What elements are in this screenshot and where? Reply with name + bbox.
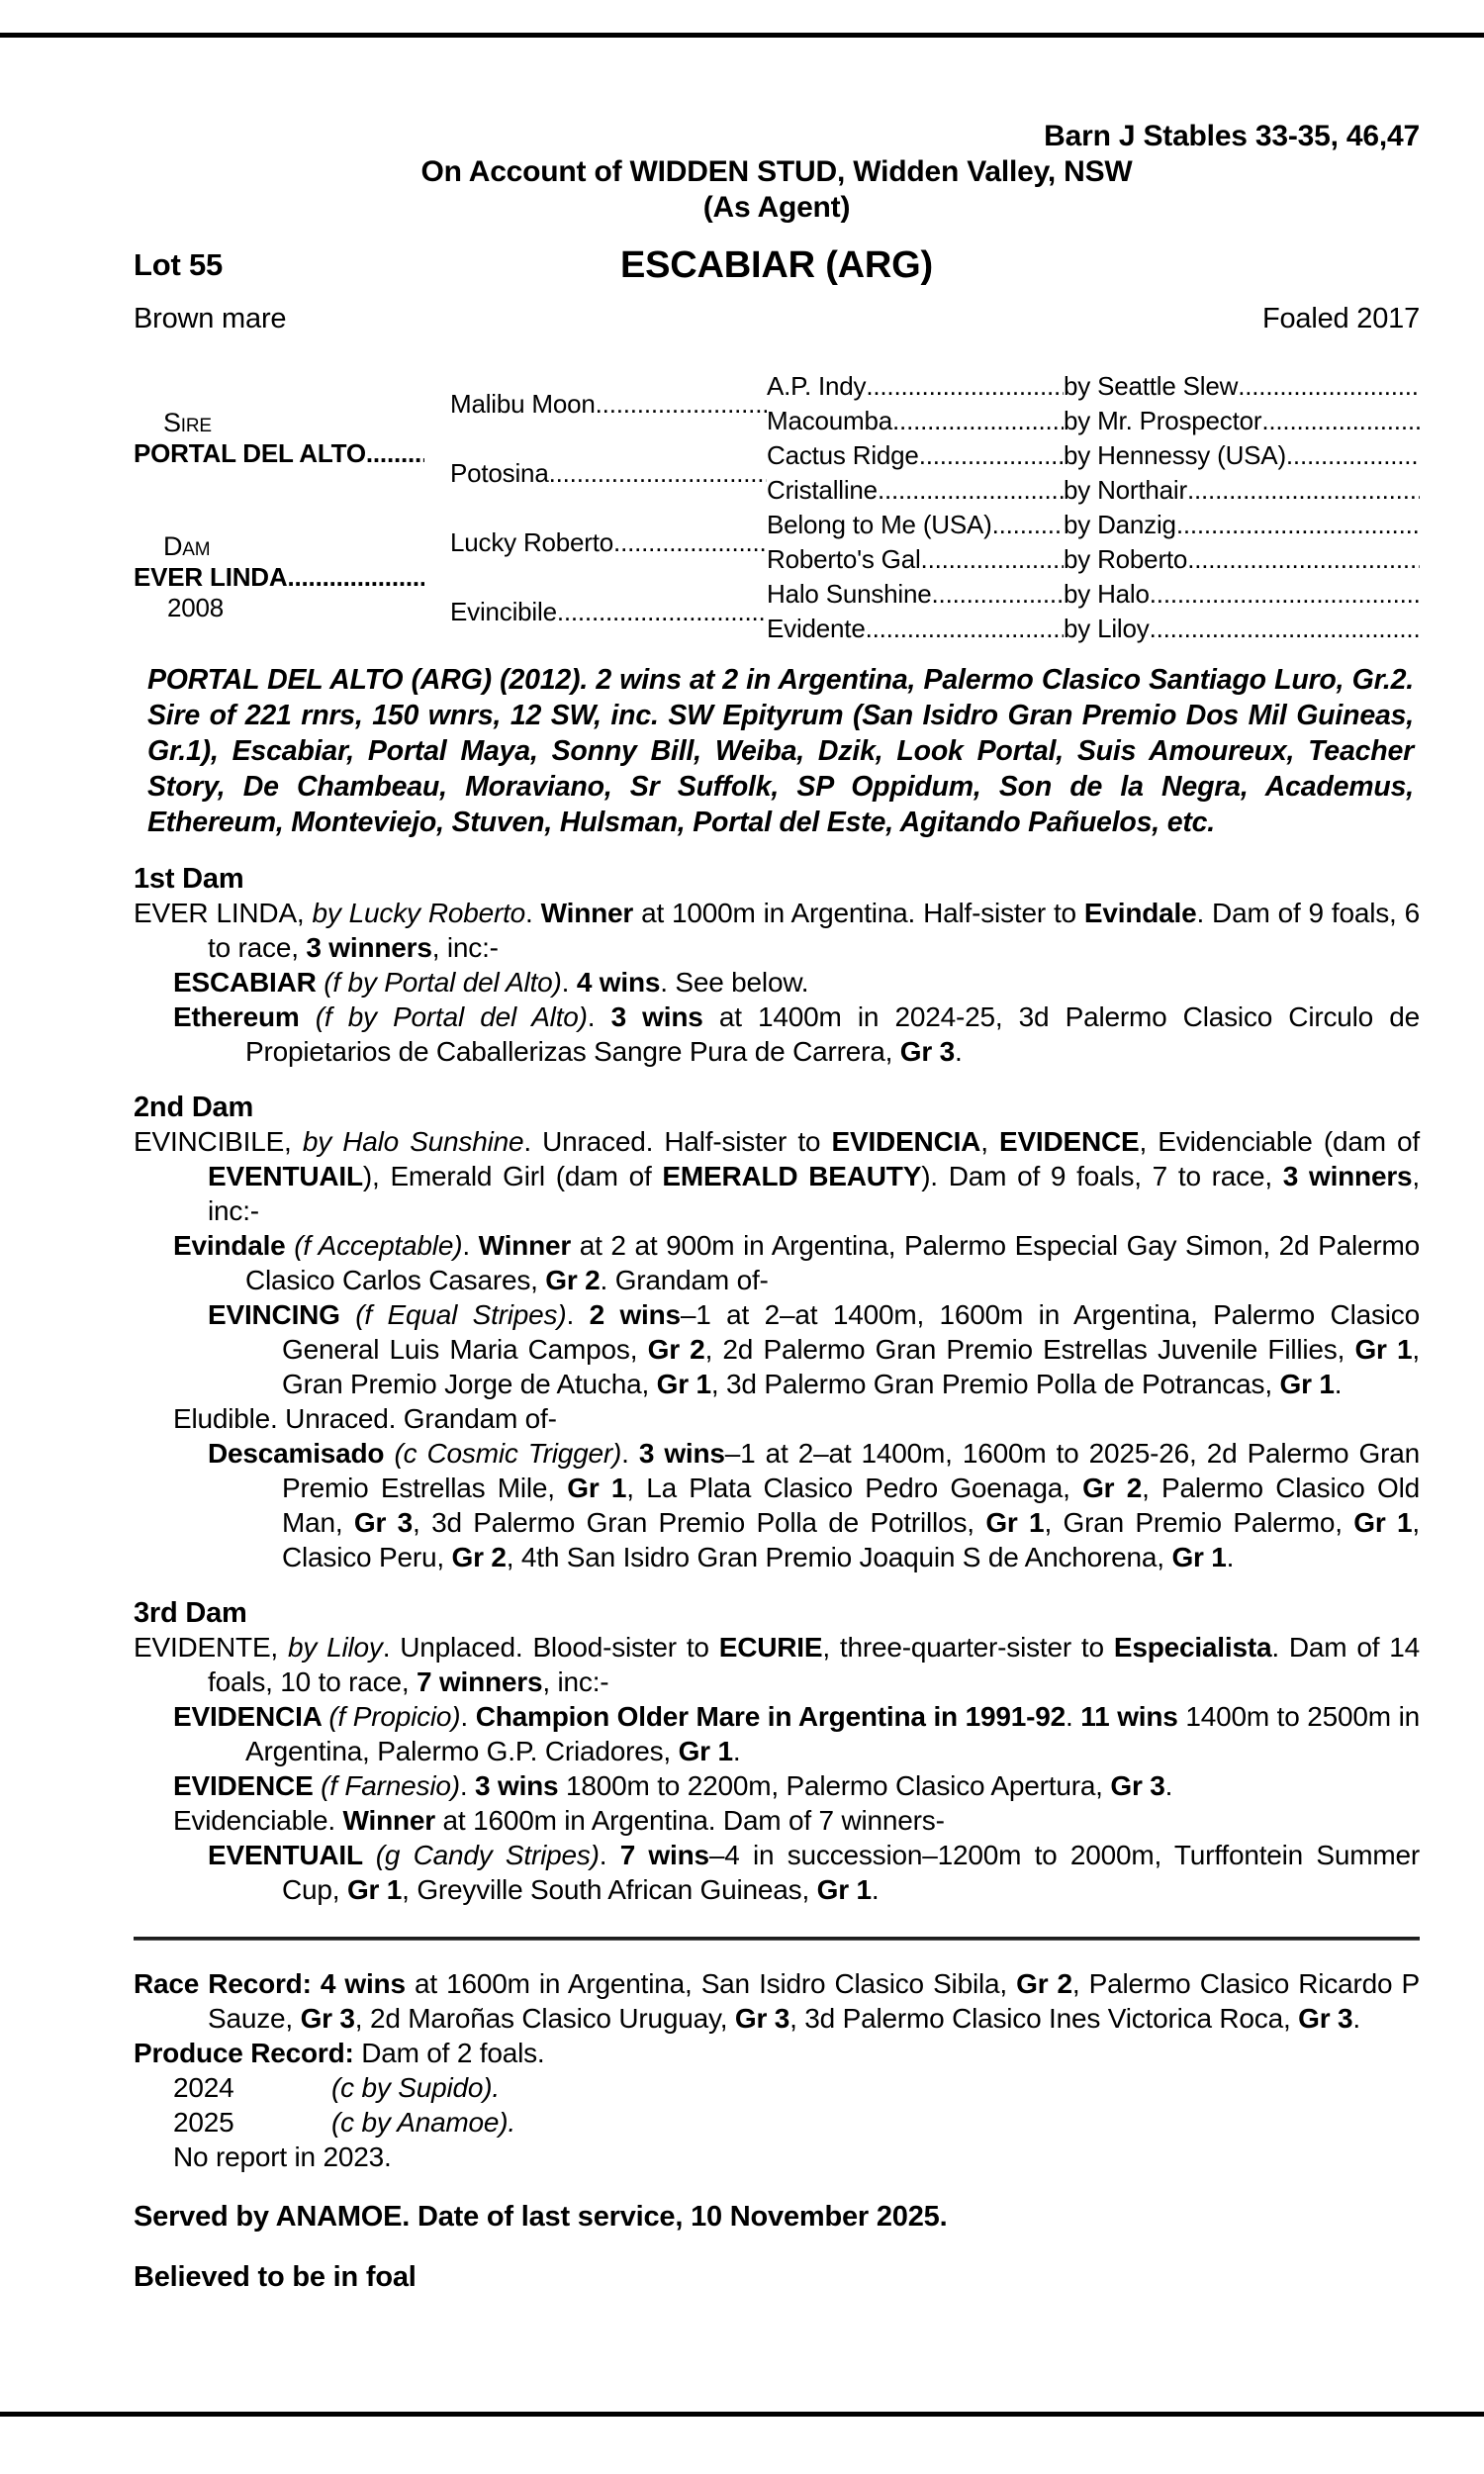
lot-number: Lot 55	[134, 247, 224, 282]
progeny-paragraph: EVIDENCE (f Farnesio). 3 wins 1800m to 2200m, Palermo Clasico Apertura, Gr 3.	[173, 1770, 1173, 1801]
second-dam-section	[134, 1091, 1420, 1574]
first-dam-section	[134, 862, 1420, 1069]
ancestor-name: Belong to Me (USA) .....	[767, 508, 1064, 542]
produce-year: 2024	[173, 2072, 234, 2103]
produce-row	[173, 2070, 1420, 2105]
produce-row	[173, 2105, 1420, 2140]
third-dam-section	[134, 1596, 1420, 1907]
ancestor-name: Halo Sunshine .....	[767, 577, 1064, 612]
progeny-paragraph: EVINCING (f Equal Stripes). 2 wins–1 at 2–at 1400m, 1600m in Argentina, Palermo Clasico General Luis Maria Campos, Gr 2, 2d Palermo Gran Premio Estrellas Juvenile Fillies, Gr 1, Gran Premio Jorge de Atucha, Gr 1, 3d Palermo Gran Premio Polla de Potrancas, Gr 1.	[208, 1299, 1420, 1399]
dot-leader	[1187, 544, 1420, 575]
ancestor-name: Roberto's Gal .....	[767, 542, 1064, 577]
ancestor-sire: by Seattle Slew .....	[1064, 369, 1420, 404]
progeny-paragraph: EVIDENCIA (f Propicio). Champion Older Mare in Argentina in 1991-92. 11 wins 1400m to 2500m in Argentina, Palermo G.P. Criadores, Gr 1.	[173, 1701, 1420, 1766]
served-by-line: Served by ANAMOE. Date of last service, 10 November 2025.	[134, 2201, 948, 2233]
damsire-cell: Lucky Roberto .....	[450, 508, 767, 577]
progeny-paragraph: ESCABIAR (f by Portal del Alto). 4 wins. See below.	[173, 967, 809, 998]
progeny-paragraph: Eludible. Unraced. Grandam of-	[173, 1403, 557, 1434]
ancestor-name: Cactus Ridge .....	[767, 438, 1064, 473]
dam-year: 2008	[167, 592, 225, 622]
ancestor-sire: by Liloy .....	[1064, 612, 1420, 646]
dot-leader	[557, 597, 767, 627]
dot-leader	[878, 475, 1064, 506]
dot-leader	[596, 389, 767, 420]
section-heading: 2nd Dam	[134, 1092, 254, 1123]
no-report-line: No report in 2023.	[173, 2141, 392, 2172]
dam-paragraph: EVINCIBILE, by Halo Sunshine. Unraced. Half-sister to EVIDENCIA, EVIDENCE, Evidenciable (dam of EVENTUAIL), Emerald Girl (dam of EMERALD BEAUTY). Dam of 9 foals, 7 to race, 3 winners, inc:-	[134, 1126, 1420, 1226]
ancestor-name: Evidente .....	[767, 612, 1064, 646]
horse-name-title: ESCABIAR (ARG)	[620, 244, 933, 286]
dot-leader	[892, 406, 1064, 436]
section-heading: 1st Dam	[134, 863, 244, 895]
grandsire-cell: Malibu Moon .....	[450, 369, 767, 438]
granddam-cell: Potosina .....	[450, 438, 767, 508]
produce-record: Produce Record: Dam of 2 foals.	[134, 2038, 545, 2068]
dam-block	[134, 508, 450, 646]
records-section	[134, 1966, 1420, 2174]
believed-in-foal-line: Believed to be in foal	[134, 2261, 417, 2293]
section-heading: 3rd Dam	[134, 1597, 247, 1629]
page-content	[134, 119, 1420, 2295]
sire-label: Sire	[163, 408, 212, 437]
seconddam-cell: Evincibile .....	[450, 577, 767, 646]
dot-leader	[549, 458, 767, 489]
progeny-paragraph: Evidenciable. Winner at 1600m in Argentina. Dam of 7 winners-	[173, 1805, 945, 1836]
dam-name: EVER LINDA .....	[134, 562, 450, 593]
ancestor-name: Cristalline .....	[767, 473, 1064, 508]
as-agent-line: (As Agent)	[702, 191, 851, 224]
on-account-line: On Account of WIDDEN STUD, Widden Valley, NSW	[420, 155, 1133, 188]
dot-leader	[1150, 614, 1420, 644]
sire-blurb: PORTAL DEL ALTO (ARG) (2012). 2 wins at 2 in Argentina, Palermo Clasico Santiago Luro, Gr.2. Sire of 221 rnrs, 150 wnrs, 12 SW, inc. SW Epityrum (San Isidro Gran Premio Dos Mil Guineas, Gr.1), Escabiar, Portal Maya, Sonny Bill, Weiba, Dzik, Look Portal, Suis Amoureux, Teacher Story, De Chambeau, Moraviano, Sr Suffolk, SP Oppidum, Son de la Negra, Academus, Ethereum, Monteviejo, Stuven, Hulsman, Portal del Este, Agitando Pañuelos, etc.	[147, 664, 1414, 838]
dot-leader	[866, 371, 1064, 402]
dot-leader	[1176, 510, 1420, 540]
produce-year: 2025	[173, 2107, 234, 2138]
section-separator	[134, 1937, 1420, 1941]
ancestor-sire: by Northair .....	[1064, 473, 1420, 508]
race-record: Race Record: 4 wins at 1600m in Argentina, San Isidro Clasico Sibila, Gr 2, Palermo Clasico Ricardo P Sauze, Gr 3, 2d Maroñas Clasico Uruguay, Gr 3, 3d Palermo Clasico Ines Victorica Roca, Gr 3.	[134, 1968, 1420, 2034]
sire-name: PORTAL DEL ALTO .....	[134, 438, 450, 469]
dam-label: Dam	[163, 530, 211, 561]
progeny-paragraph: Ethereum (f by Portal del Alto). 3 wins at 1400m in 2024-25, 3d Palermo Clasico Circulo de Propietarios de Caballerizas Sangre Pura de Carrera, Gr 3.	[173, 1001, 1420, 1067]
ancestor-sire: by Halo .....	[1064, 577, 1420, 612]
dot-leader	[921, 544, 1064, 575]
progeny-paragraph: Descamisado (c Cosmic Trigger). 3 wins–1 at 2–at 1400m, 1600m to 2025-26, 2d Palermo Gran Premio Estrellas Mile, Gr 1, La Plata Clasico Pedro Goenaga, Gr 2, Palermo Clasico Old Man, Gr 3, 3d Palermo Gran Premio Polla de Potrillos, Gr 1, Gran Premio Palermo, Gr 1, Clasico Peru, Gr 2, 4th San Isidro Gran Premio Joaquin S de Anchorena, Gr 1.	[208, 1438, 1421, 1572]
dot-leader	[992, 510, 1064, 540]
barn-line: Barn J Stables 33-35, 46,47	[1044, 120, 1420, 152]
progeny-paragraph: EVENTUAIL (g Candy Stripes). 7 wins–4 in succession–1200m to 2000m, Turffontein Summer Cup, Gr 1, Greyville South African Guineas, Gr 1.	[208, 1840, 1420, 1905]
dot-leader	[919, 440, 1064, 471]
dot-leader	[287, 562, 424, 593]
dot-leader	[1238, 371, 1420, 402]
dot-leader	[613, 527, 767, 558]
dot-leader	[1150, 579, 1420, 610]
foaled-year: Foaled 2017	[1261, 303, 1420, 334]
dot-leader	[866, 614, 1064, 644]
ancestor-sire: by Roberto .....	[1064, 542, 1420, 577]
ancestor-sire: by Danzig .....	[1064, 508, 1420, 542]
ancestor-sire: by Mr. Prospector .....	[1064, 404, 1420, 438]
bottom-rule	[0, 2412, 1484, 2417]
ancestor-name: A.P. Indy .....	[767, 369, 1064, 404]
dot-leader	[1286, 440, 1420, 471]
top-rule	[0, 33, 1484, 38]
ancestor-name: Macoumba .....	[767, 404, 1064, 438]
dam-paragraph: EVIDENTE, by Liloy. Unplaced. Blood-sister to ECURIE, three-quarter-sister to Especialista. Dam of 14 foals, 10 to race, 7 winners, inc:-	[134, 1632, 1420, 1697]
colour-sex: Brown mare	[134, 303, 287, 334]
produce-note: (c by Supido).	[331, 2072, 500, 2103]
sire-block	[134, 369, 450, 508]
dot-leader	[1261, 406, 1420, 436]
pedigree-table	[134, 369, 1420, 646]
colour-foaled-row	[134, 303, 1420, 335]
dam-paragraph: EVER LINDA, by Lucky Roberto. Winner at 1000m in Argentina. Half-sister to Evindale. Dam of 9 foals, 6 to race, 3 winners, inc:-	[134, 898, 1420, 963]
ancestor-sire: by Hennessy (USA) .....	[1064, 438, 1420, 473]
dot-leader	[1187, 475, 1420, 506]
dot-leader	[932, 579, 1064, 610]
produce-note: (c by Anamoe).	[331, 2107, 516, 2138]
dot-leader	[366, 438, 424, 469]
progeny-paragraph: Evindale (f Acceptable). Winner at 2 at 900m in Argentina, Palermo Especial Gay Simon, 2d Palermo Clasico Carlos Casares, Gr 2. Grandam of-	[173, 1230, 1421, 1295]
title-row	[134, 241, 1420, 289]
